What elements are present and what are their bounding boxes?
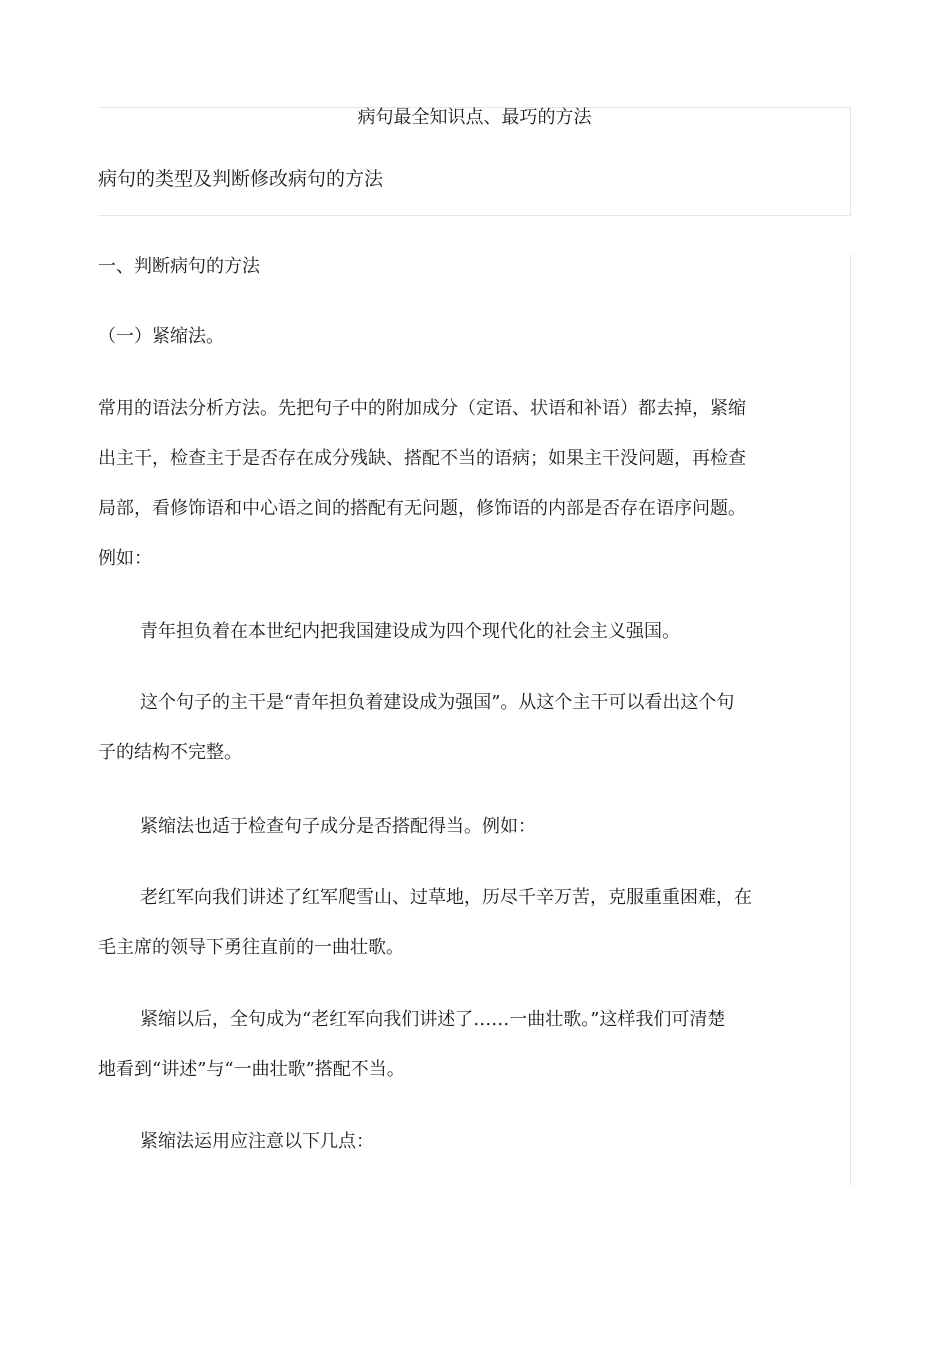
document-subtitle: 病句的类型及判断修改病句的方法: [98, 168, 384, 190]
right-margin-rule: [850, 254, 851, 1186]
paragraph-line: 毛主席的领导下勇往直前的一曲壮歌。: [98, 937, 404, 958]
subsection-heading: [98, 325, 786, 375]
document-title: 病句最全知识点、最巧的方法: [357, 107, 592, 128]
paragraph-line: 常用的语法分析方法。先把句子中的附加成分（定语、状语和补语）都去掉，紧缩: [98, 398, 746, 419]
paragraph-line: 紧缩以后，全句成为“老红军向我们讲述了……一曲壮歌。”这样我们可清楚: [140, 1009, 726, 1030]
example-sentence-2: [98, 886, 786, 986]
paragraph-line: 出主干，检查主于是否存在成分残缺、搭配不当的语病；如果主干没问题，再检查: [98, 448, 746, 469]
paragraph-line: 紧缩法运用应注意以下几点：: [140, 1131, 374, 1152]
paragraph-line: 青年担负着在本世纪内把我国建设成为四个现代化的社会主义强国。: [140, 621, 680, 642]
paragraph-analysis-1: [98, 691, 786, 791]
subsection-heading-text: （一）紧缩法。: [98, 326, 224, 347]
paragraph-usage-notes: [98, 1130, 786, 1180]
paragraph-line: 例如：: [98, 548, 152, 569]
paragraph-line: 老红军向我们讲述了红军爬雪山、过草地，历尽千辛万苦，克服重重困难，在: [140, 887, 752, 908]
paragraph-line: 地看到“讲述”与“一曲壮歌”搭配不当。: [98, 1059, 405, 1080]
paragraph-line: 局部，看修饰语和中心语之间的搭配有无问题，修饰语的内部是否存在语序问题。: [98, 498, 746, 519]
example-sentence-1: [98, 620, 786, 670]
paragraph-collocation-note: [98, 815, 786, 865]
paragraph-method-description: [98, 397, 786, 597]
paragraph-line: 子的结构不完整。: [98, 742, 242, 763]
section-heading-text: 一、判断病句的方法: [98, 256, 260, 277]
paragraph-line: 这个句子的主干是“青年担负着建设成为强国”。从这个主干可以看出这个句: [140, 692, 735, 713]
section-heading: [98, 255, 786, 305]
paragraph-line: 紧缩法也适于检查句子成分是否搭配得当。例如：: [140, 816, 536, 837]
paragraph-analysis-2: [98, 1008, 786, 1108]
